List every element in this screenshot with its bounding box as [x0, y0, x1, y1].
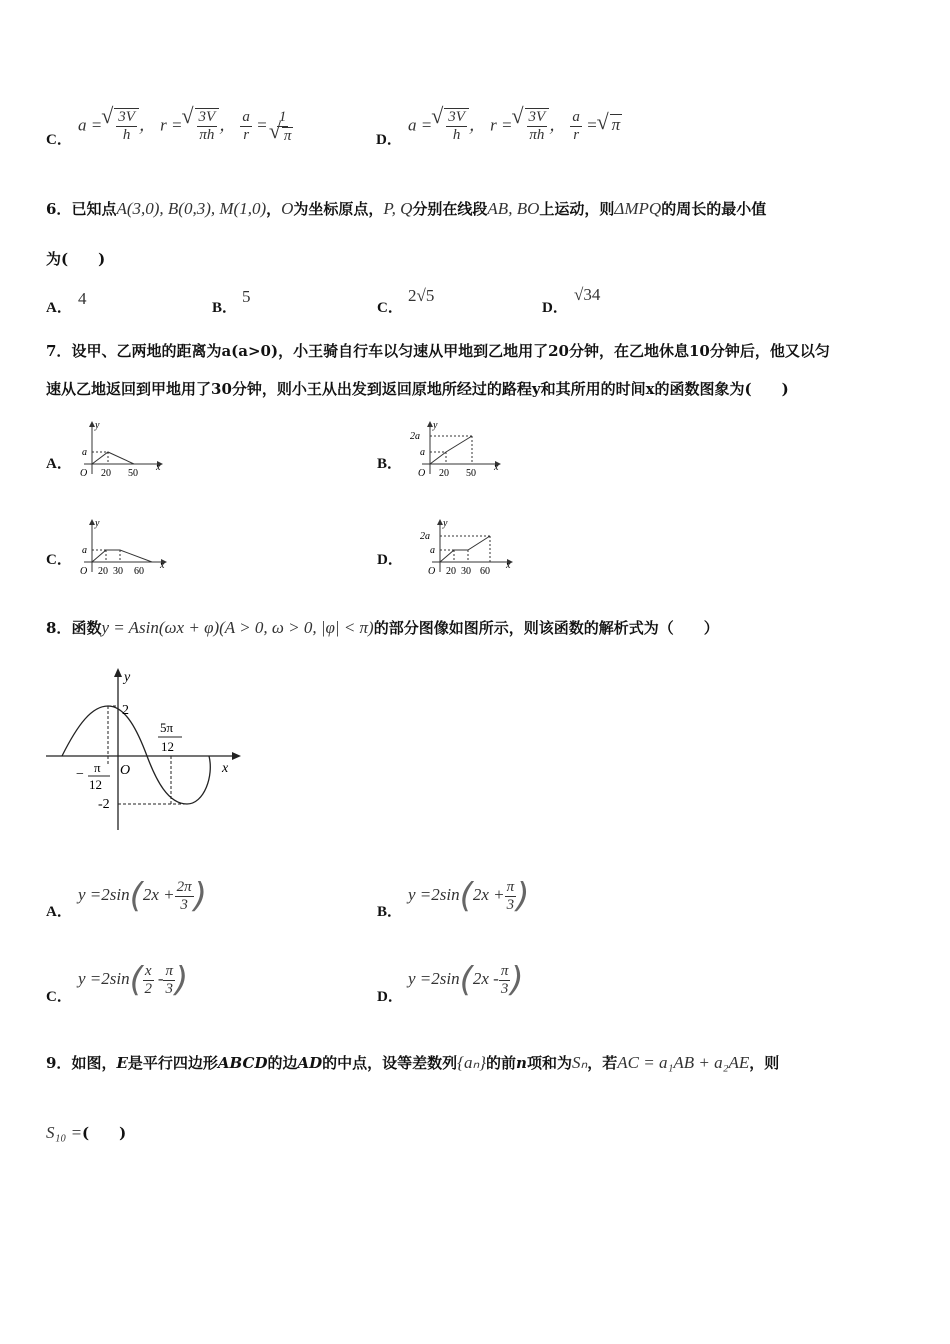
q7d-ylabel-a: a	[430, 545, 435, 556]
q6-pq: P, Q	[383, 199, 413, 218]
q7a-axis-x: x	[156, 462, 161, 473]
q8-axis-x: x	[222, 761, 229, 776]
q8-option-c-expr: y =2sin( $\frac{x}{2}$ - $\frac{\pi}{3}$ )	[78, 960, 189, 1000]
q9-stem-line2	[46, 1122, 126, 1144]
q8-option-c-label: C．	[46, 989, 72, 1005]
q5-option-d-expr: a = √ $\frac{3V}{h}$ ， r = √ $\frac{3V}{\pi h}$ ， $\frac{a}{r}$ =√ π	[408, 108, 622, 144]
q6-option-c-label: C．	[377, 300, 403, 316]
q9-paren: ( )	[82, 1124, 127, 1142]
q7c-tick-30: 30	[113, 566, 123, 577]
q7c-axis-x: x	[160, 560, 165, 571]
q7a-tick-20: 20	[101, 468, 111, 479]
q8-option-a-expr: y =2sin(2x + $\frac{2\pi}{3}$ )	[78, 876, 207, 916]
q7-line-1: 设甲、乙两地的距离为a(a>0)，小王骑自行车以匀速从甲地到乙地用了20分钟，在乙地休息10分钟后，他又以匀	[71, 342, 830, 360]
q7c-ylabel-a: a	[82, 545, 87, 556]
q7b-tick-50: 50	[466, 468, 476, 479]
q8-max-label: 2	[122, 703, 129, 718]
q6-option-a-value: 4	[78, 289, 87, 308]
q8-min-label: -2	[98, 797, 110, 812]
q7-graph-c	[76, 516, 172, 578]
q9-text-4: 的中点，设等差数列	[322, 1054, 458, 1072]
q9-sn: Sₙ	[571, 1053, 588, 1072]
q6-stem-line1	[46, 198, 766, 220]
q9-e: E	[116, 1054, 128, 1072]
q8-stem	[46, 617, 719, 639]
q8-left-den: 12	[89, 777, 102, 792]
q8-text-1: 函数	[71, 619, 102, 637]
q9-stem-line1	[46, 1052, 779, 1074]
q7-option-c-label: C．	[46, 552, 72, 568]
q8-function: y = Asin(ωx + φ)(A > 0, ω > 0, |φ| < π)	[101, 618, 374, 637]
q8-right-num: 5π	[160, 720, 174, 735]
q7c-axis-y: y	[95, 518, 100, 529]
q7d-tick-30: 30	[461, 566, 471, 577]
q7-graph-d	[418, 516, 518, 578]
q7b-tick-o: O	[418, 468, 426, 479]
q9-text-7: ，若	[587, 1054, 618, 1072]
q9-vector-eq: AC = a₁AB + a₂AE	[617, 1053, 750, 1072]
q7d-tick-60: 60	[480, 566, 490, 577]
q7a-tick-o: O	[80, 468, 88, 479]
q7a-ylabel-a: a	[82, 447, 87, 458]
q9-text-2: 是平行四边形	[127, 1054, 218, 1072]
q7b-axis-y: y	[433, 420, 438, 431]
q7-option-b-label: B．	[377, 456, 403, 472]
q9-n: n	[516, 1054, 527, 1072]
q6-stem-line2: 为( )	[46, 250, 106, 268]
q7-graph-b	[408, 418, 504, 480]
q9-number: 9．	[46, 1054, 72, 1072]
q6-segments: AB, BO	[487, 199, 540, 218]
q8-option-d-expr: y =2sin(2x - $\frac{\pi}{3}$ )	[408, 960, 524, 1000]
q8-sine-graph	[44, 664, 244, 836]
q8-right-den: 12	[161, 739, 174, 754]
q8-option-d-label: D．	[377, 989, 403, 1005]
q7b-axis-x: x	[494, 462, 499, 473]
q7-number: 7．	[46, 342, 72, 360]
q7-stem-line1	[46, 340, 830, 362]
q7d-ylabel-2a: 2a	[420, 531, 430, 542]
q9-text-5: 的前	[486, 1054, 517, 1072]
q7-option-a-label: A．	[46, 456, 72, 472]
q5-option-c-label: C．	[46, 132, 72, 148]
q9-abcd: ABCD	[217, 1054, 268, 1072]
q7b-ylabel-2a: 2a	[410, 431, 420, 442]
q7c-tick-60: 60	[134, 566, 144, 577]
q6-text-3: 为坐标原点，	[293, 200, 384, 218]
q9-text-3: 的边	[267, 1054, 298, 1072]
q6-option-a-label: A．	[46, 300, 72, 316]
q6-origin: O	[281, 199, 294, 218]
q5-option-c-expr: a = √ $\frac{3V}{h}$ ， r = √ $\frac{3V}{\pi h}$ ， $\frac{a}{r}$ = 1 √ π	[78, 108, 293, 145]
q6-points: A(3,0), B(0,3), M(1,0)	[116, 199, 267, 218]
q7c-tick-20: 20	[98, 566, 108, 577]
q7-option-d-label: D．	[377, 552, 403, 568]
q8-left-num: π	[94, 760, 101, 775]
q9-text-1: 如图，	[71, 1054, 117, 1072]
q6-text-1: 已知点	[71, 200, 117, 218]
q6-option-d-label: D．	[542, 300, 568, 316]
q9-text-6: 项和为	[526, 1054, 572, 1072]
q8-origin: O	[120, 763, 131, 778]
q5-option-d-label: D．	[376, 132, 402, 148]
q7a-axis-y: y	[95, 420, 100, 431]
q7-graph-a	[76, 418, 166, 480]
q7b-tick-20: 20	[439, 468, 449, 479]
q7d-axis-y: y	[443, 518, 448, 529]
q8-left-sign: −	[76, 767, 84, 782]
q7d-tick-20: 20	[446, 566, 456, 577]
q8-option-a-label: A．	[46, 904, 72, 920]
q6-triangle: ΔMPQ	[614, 199, 662, 218]
q7b-ylabel-a: a	[420, 447, 425, 458]
q8-number: 8．	[46, 619, 72, 637]
q9-ad: AD	[297, 1054, 323, 1072]
q6-text-4: 分别在线段	[412, 200, 488, 218]
q8-text-2: 的部分图像如图所示，则该函数的解析式为（ ）	[373, 619, 719, 637]
q6-text-6: 的周长的最小值	[661, 200, 767, 218]
q7a-tick-50: 50	[128, 468, 138, 479]
q6-option-b-value: 5	[242, 287, 251, 306]
q9-text-8: ，则	[749, 1054, 780, 1072]
q7c-tick-o: O	[80, 566, 88, 577]
q6-option-d-value: √34	[574, 285, 601, 304]
q6-option-b-label: B．	[212, 300, 238, 316]
q8-option-b-expr: y =2sin(2x + $\frac{\pi}{3}$ )	[408, 876, 530, 916]
q8-axis-y: y	[124, 670, 131, 685]
q9-s10: S₁₀ =	[46, 1123, 83, 1142]
q9-sequence: {aₙ}	[457, 1053, 487, 1072]
q7d-axis-x: x	[506, 560, 511, 571]
q7d-tick-o: O	[428, 566, 436, 577]
q6-option-c-value: 2√5	[408, 286, 435, 305]
q6-text-5: 上运动，则	[539, 200, 615, 218]
q8-option-b-label: B．	[377, 904, 403, 920]
q6-number: 6．	[46, 200, 72, 218]
q7-stem-line2: 速从乙地返回到甲地用了30分钟，则小王从出发到返回原地所经过的路程y和其所用的时间x的函数图象为( )	[46, 380, 789, 398]
q6-text-2: ，	[266, 200, 282, 218]
